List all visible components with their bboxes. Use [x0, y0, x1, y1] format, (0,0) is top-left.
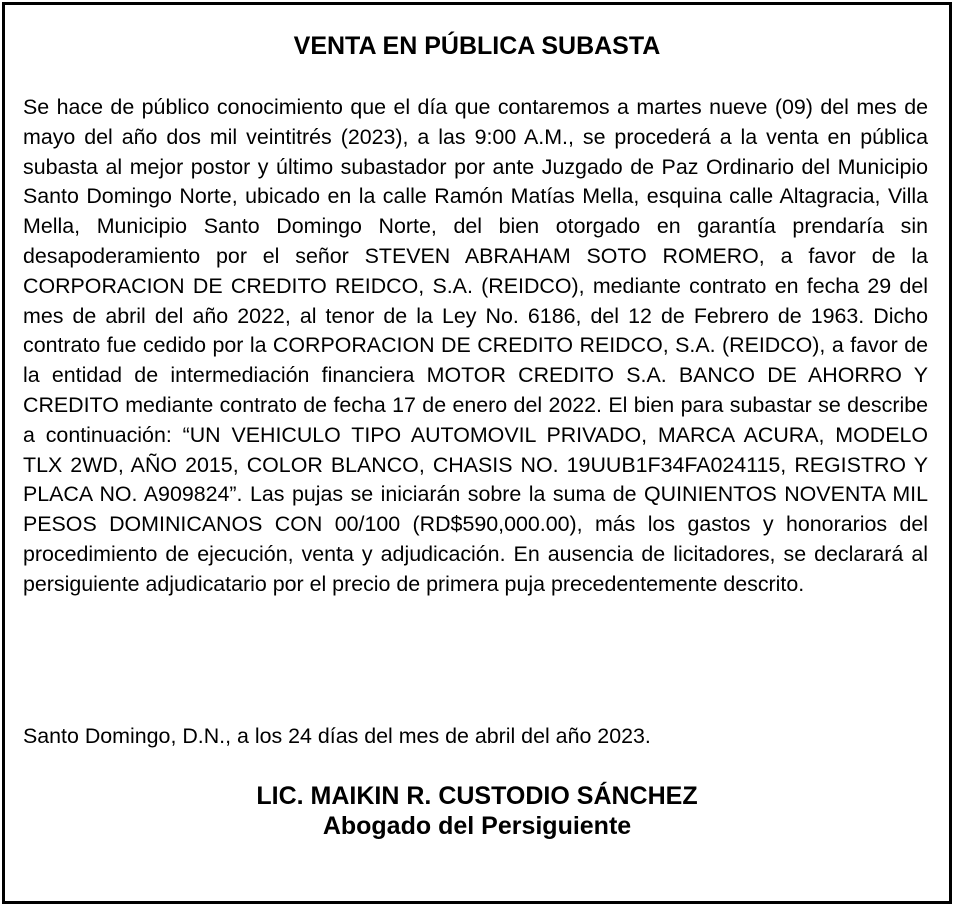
legal-notice-box: [2, 2, 952, 904]
place-and-date: Santo Domingo, D.N., a los 24 días del mes de abril del año 2023.: [23, 724, 651, 748]
notice-body: Se hace de público conocimiento que el día que contaremos a martes nueve (09) del mes de mayo del año dos mil veintitrés (2023), a las 9:00 A.M., se procederá a la venta en pública subasta al mejor postor y último subastador por ante Juzgado de Paz Ordinario del Municipio Santo Domingo Norte, ubicado en la calle Ramón Matías Mella, esquina calle Altagracia, Villa Mella, Municipio Santo Domingo Norte, del bien otorgado en garantía prendaría sin desapoderamiento por el señor STEVEN ABRAHAM SOTO ROMERO, a favor de la CORPORACION DE CREDITO REIDCO, S.A. (REIDCO), mediante contrato en fecha 29 del mes de abril del año 2022, al tenor de la Ley No. 6186, del 12 de Febrero de 1963. Dicho contrato fue cedido por la CORPORACION DE CREDITO REIDCO, S.A. (REIDCO), a favor de la entidad de intermediación financiera MOTOR CREDITO S.A. BANCO DE AHORRO Y CREDITO mediante contrato de fecha 17 de enero del 2022. El bien para subastar se describe a continuación: “UN VEHICULO TIPO AUTOMOVIL PRIVADO, MARCA ACURA, MODELO TLX 2WD, AÑO 2015, COLOR BLANCO, CHASIS NO. 19UUB1F34FA024115, REGISTRO Y PLACA NO. A909824”. Las pujas se iniciarán sobre la suma de QUINIENTOS NOVENTA MIL PESOS DOMINICANOS CON 00/100 (RD$590,000.00), más los gastos y honorarios del procedimiento de ejecución, venta y adjudicación. En ausencia de licitadores, se declarará al persiguiente adjudicatario por el precio de primera puja precedentemente descrito.: [23, 95, 928, 596]
notice-title: VENTA EN PÚBLICA SUBASTA: [293, 32, 661, 60]
signatory-role: Abogado del Persiguiente: [322, 812, 632, 840]
signatory-name: LIC. MAIKIN R. CUSTODIO SÁNCHEZ: [256, 782, 698, 810]
